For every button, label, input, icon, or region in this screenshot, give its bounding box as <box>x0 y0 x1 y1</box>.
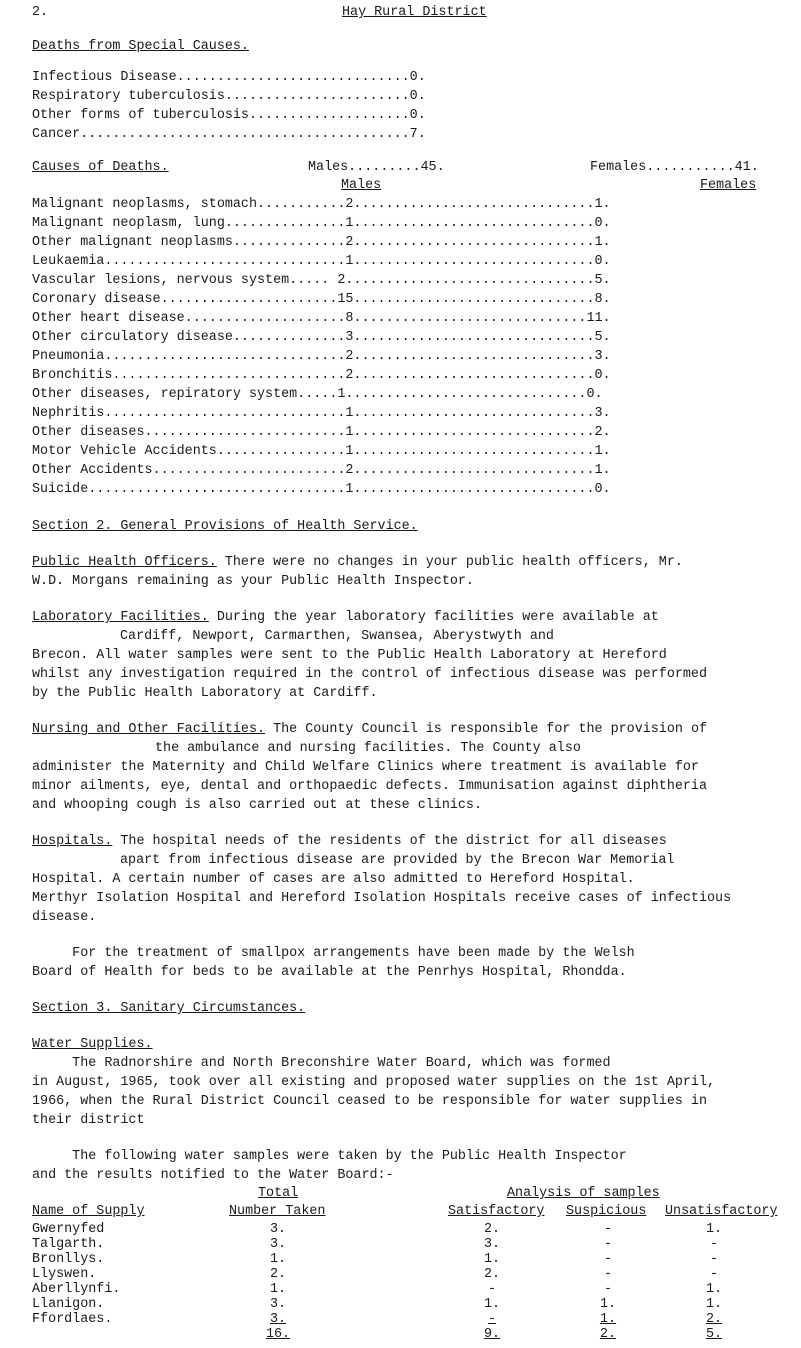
total-cell: 3. <box>269 1222 287 1237</box>
cause-row: Malignant neoplasm, lung...............1..............................0. <box>32 216 611 231</box>
paragraph-line: disease. <box>32 910 97 925</box>
unsatisfactory-cell: - <box>709 1267 719 1282</box>
cause-row: Malignant neoplasms, stomach...........2..............................1. <box>32 197 611 212</box>
unsatisfactory-cell: 1. <box>705 1297 723 1312</box>
paragraph-line: The hospital needs of the residents of the district for all diseases <box>112 834 667 849</box>
hospitals-paragraph <box>32 832 667 851</box>
paragraph-line: 1966, when the Rural District Council ceased to be responsible for water supplies in <box>32 1094 707 1109</box>
nursing-label: Nursing and Other Facilities. <box>32 722 266 737</box>
cause-row: Other heart disease....................8.............................11. <box>32 311 611 326</box>
paragraph-line: Brecon. All water samples were sent to the Public Health Laboratory at Hereford <box>32 648 667 663</box>
total-cell: 3. <box>269 1237 287 1252</box>
paragraph-line: apart from infectious disease are provided by the Brecon War Memorial <box>120 853 675 868</box>
public-health-officers-label: Public Health Officers. <box>32 555 217 570</box>
females-column-header: Females <box>700 178 757 193</box>
supply-name: Talgarth. <box>32 1237 105 1252</box>
unsatisfactory-cell: 2. <box>705 1312 723 1327</box>
paragraph-line: During the year laboratory facilities were available at <box>208 610 659 625</box>
males-total: Males.........45. <box>308 160 445 175</box>
section-3-heading: Section 3. Sanitary Circumstances. <box>32 1001 306 1016</box>
suspicious-cell: - <box>603 1237 613 1252</box>
satisfactory-cell: 2. <box>483 1267 501 1282</box>
suspicious-cell: - <box>603 1222 613 1237</box>
unsatisfactory-cell: 1. <box>705 1282 723 1297</box>
table-header-total: Total <box>258 1186 299 1201</box>
cause-row: Other circulatory disease..............3..............................5. <box>32 330 611 345</box>
totals-sat-cell: 9. <box>483 1327 501 1342</box>
paragraph-line: by the Public Health Laboratory at Cardiff. <box>32 686 378 701</box>
cause-row: Leukaemia..............................1..............................0. <box>32 254 611 269</box>
public-health-officers-paragraph <box>32 553 683 572</box>
paragraph-line: and the results notified to the Water Board:- <box>32 1168 394 1183</box>
laboratory-paragraph <box>32 608 659 627</box>
cause-row: Other diseases, repiratory system.....1..............................0. <box>32 387 603 402</box>
unsatisfactory-cell: - <box>709 1252 719 1267</box>
satisfactory-cell: 1. <box>483 1252 501 1267</box>
paragraph-line: The following water samples were taken by the Public Health Inspector <box>32 1149 627 1164</box>
totals-susp-cell: 2. <box>599 1327 617 1342</box>
total-cell: 1. <box>269 1252 287 1267</box>
cause-row: Vascular lesions, nervous system..... 2...............................5. <box>32 273 611 288</box>
paragraph-line: Cardiff, Newport, Carmarthen, Swansea, Aberystwyth and <box>120 629 554 644</box>
paragraph-line: minor ailments, eye, dental and orthopaedic defects. Immunisation against diphtheria <box>32 779 707 794</box>
unsatisfactory-cell: - <box>709 1237 719 1252</box>
paragraph-line: The Radnorshire and North Breconshire Water Board, which was formed <box>32 1056 611 1071</box>
cause-row: Pneumonia..............................2..............................3. <box>32 349 611 364</box>
females-total: Females...........41. <box>590 160 759 175</box>
suspicious-cell: - <box>603 1267 613 1282</box>
page-title: Hay Rural District <box>342 5 487 20</box>
suspicious-cell: - <box>603 1282 613 1297</box>
total-cell: 1. <box>269 1282 287 1297</box>
nursing-paragraph <box>32 720 707 739</box>
cause-row: Other diseases.........................1..............................2. <box>32 425 611 440</box>
paragraph-line: For the treatment of smallpox arrangements have been made by the Welsh <box>32 946 635 961</box>
total-cell: 3. <box>269 1297 287 1312</box>
paragraph-line: There were no changes in your public health officers, Mr. <box>216 555 683 570</box>
unsatisfactory-cell: 1. <box>705 1222 723 1237</box>
table-header-unsatisfactory: Unsatisfactory <box>665 1204 778 1219</box>
laboratory-label: Laboratory Facilities. <box>32 610 209 625</box>
paragraph-line: Hospital. A certain number of cases are also admitted to Hereford Hospital. <box>32 872 635 887</box>
cause-row: Nephritis..............................1..............................3. <box>32 406 611 421</box>
paragraph-line: W.D. Morgans remaining as your Public Health Inspector. <box>32 574 474 589</box>
page-number: 2. <box>32 5 49 20</box>
table-header-suspicious: Suspicious <box>566 1204 647 1219</box>
satisfactory-cell: 3. <box>483 1237 501 1252</box>
totals-unsat-cell: 5. <box>705 1327 723 1342</box>
cause-row: Suicide................................1..............................0. <box>32 482 611 497</box>
total-cell: 2. <box>269 1267 287 1282</box>
satisfactory-cell: - <box>487 1312 497 1327</box>
cause-row: Other Accidents........................2..............................1. <box>32 463 611 478</box>
totals-total-cell: 16. <box>265 1327 291 1342</box>
males-column-header: Males <box>341 178 382 193</box>
suspicious-cell: 1. <box>599 1297 617 1312</box>
supply-name: Llyswen. <box>32 1267 97 1282</box>
deaths-special-row: Infectious Disease.............................0. <box>32 70 426 85</box>
table-header-satisfactory: Satisfactory <box>448 1204 545 1219</box>
total-cell: 3. <box>269 1312 287 1327</box>
section-2-heading: Section 2. General Provisions of Health Service. <box>32 519 418 534</box>
table-header-name: Name of Supply <box>32 1204 145 1219</box>
paragraph-line: the ambulance and nursing facilities. The County also <box>155 741 581 756</box>
paragraph-line: their district <box>32 1113 145 1128</box>
hospitals-label: Hospitals. <box>32 834 113 849</box>
satisfactory-cell: 2. <box>483 1222 501 1237</box>
paragraph-line: and whooping cough is also carried out at these clinics. <box>32 798 482 813</box>
cause-row: Other malignant neoplasms..............2..............................1. <box>32 235 611 250</box>
paragraph-line: Merthyr Isolation Hospital and Hereford Isolation Hospitals receive cases of infectious <box>32 891 732 906</box>
supply-name: Ffordlaes. <box>32 1312 113 1327</box>
paragraph-line: The County Council is responsible for the provision of <box>265 722 708 737</box>
deaths-special-row: Cancer.........................................7. <box>32 127 426 142</box>
deaths-special-heading: Deaths from Special Causes. <box>32 39 249 54</box>
cause-row: Motor Vehicle Accidents................1..............................1. <box>32 444 611 459</box>
paragraph-line: administer the Maternity and Child Welfare Clinics where treatment is available for <box>32 760 699 775</box>
cause-row: Coronary disease......................15..............................8. <box>32 292 611 307</box>
water-supplies-label: Water Supplies. <box>32 1037 153 1052</box>
table-header-number-taken: Number Taken <box>229 1204 326 1219</box>
supply-name: Bronllys. <box>32 1252 105 1267</box>
satisfactory-cell: 1. <box>483 1297 501 1312</box>
table-header-analysis: Analysis of samples <box>507 1186 660 1201</box>
supply-name: Aberllynfi. <box>32 1282 121 1297</box>
deaths-special-row: Respiratory tuberculosis.......................0. <box>32 89 426 104</box>
supply-name: Llanigon. <box>32 1297 105 1312</box>
suspicious-cell: 1. <box>599 1312 617 1327</box>
deaths-special-row: Other forms of tuberculosis....................0. <box>32 108 426 123</box>
supply-name: Gwernyfed <box>32 1222 105 1237</box>
cause-row: Bronchitis.............................2..............................0. <box>32 368 611 383</box>
satisfactory-cell: - <box>487 1282 497 1297</box>
paragraph-line: in August, 1965, took over all existing and proposed water supplies on the 1st April, <box>32 1075 716 1090</box>
paragraph-line: whilst any investigation required in the control of infectious disease was performed <box>32 667 707 682</box>
paragraph-line: Board of Health for beds to be available at the Penrhys Hospital, Rhondda. <box>32 965 627 980</box>
suspicious-cell: - <box>603 1252 613 1267</box>
causes-heading: Causes of Deaths. <box>32 160 169 175</box>
